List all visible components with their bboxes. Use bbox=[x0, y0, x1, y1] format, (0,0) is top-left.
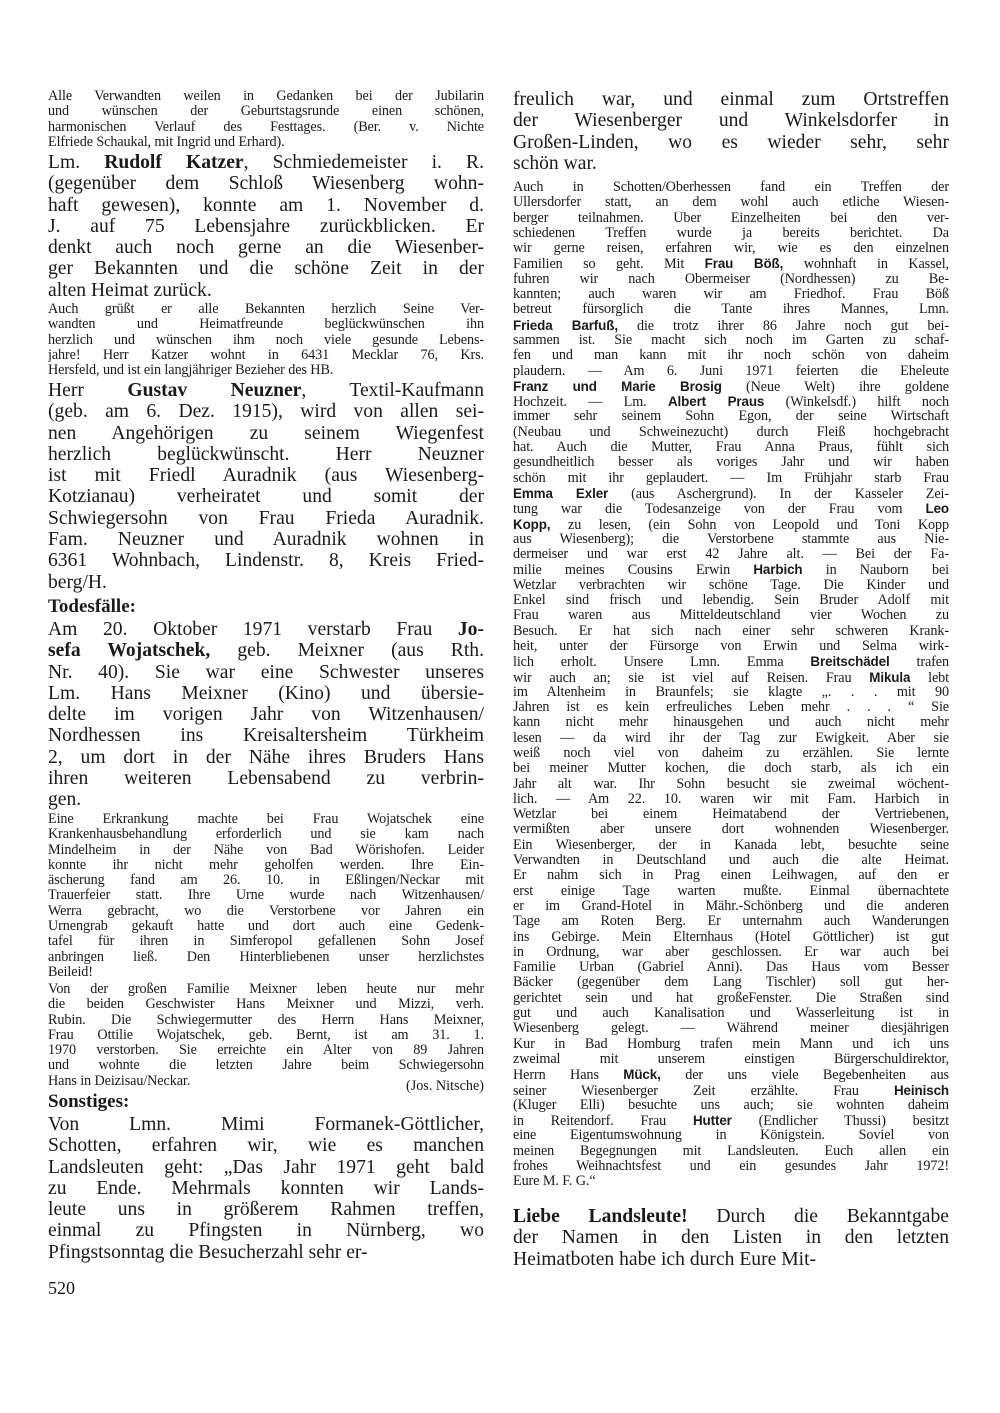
text-segment: wir auch an; sie ist viel auf Reisen. Frau bbox=[513, 669, 870, 685]
paragraph-josefa-wojatschek bbox=[48, 619, 484, 811]
text-line: ist mit Friedl Auradnik (aus Wiesenberg- bbox=[48, 465, 484, 487]
text-line: herzlich und wünschen ihm noch viele gesunde Lebens- bbox=[48, 332, 484, 348]
text-line: Pfingstsonntag die Besucherzahl sehr er- bbox=[48, 1241, 368, 1263]
page-number: 520 bbox=[48, 1278, 75, 1298]
text-line: haft gewesen), konnte am 1. November d. bbox=[48, 194, 484, 216]
text-segment: der uns viele Begebenheiten aus bbox=[660, 1067, 949, 1083]
paragraph-illness bbox=[48, 812, 484, 980]
text-line: er im Grand-Hotel in Mähr.-Schönberg und die anderen bbox=[513, 898, 949, 914]
text-line: Mindelheim in der Nähe von Bad Wörishofen. Leider bbox=[48, 842, 484, 858]
text-line: nen Angehörigen zu seinem Wiegenfest bbox=[48, 422, 484, 444]
bold-name: Leo bbox=[925, 501, 949, 517]
text-line: die beiden Geschwister Hans Meixner und Mizzi, verh. bbox=[48, 997, 484, 1013]
text-line: Familie Urban (Gabriel Anni). Das Haus vom Besser bbox=[513, 960, 949, 976]
text-line: schiedenen Treffen wurde ja bereits berichtet. Da bbox=[513, 225, 949, 241]
text-line: Großen-Linden, wo es wieder sehr, sehr bbox=[513, 131, 949, 153]
text-line: Rubin. Die Schwiegermutter des Herrn Hans Meixner, bbox=[48, 1012, 484, 1028]
text-segment: in Reitendorf. Frau bbox=[513, 1113, 693, 1129]
text-segment: (Endlicher Thussi) besitzt bbox=[731, 1113, 949, 1129]
text-line bbox=[48, 619, 484, 640]
text-line: Von der großen Familie Meixner leben heute nur mehr bbox=[48, 982, 484, 997]
text-line: gut und auch Kanalisation und Wasserleitung ist in bbox=[513, 1006, 949, 1022]
text-line: vermißten aber unsere dort wohnenden Wiesenberger. bbox=[513, 822, 949, 838]
text-line: wandten und Heimatfreunde beglückwünschen ihn bbox=[48, 317, 484, 333]
text-line: tafel für ihren in Simferopol gefallenen Sohn Josef bbox=[48, 934, 484, 950]
text-segment: lebt bbox=[910, 669, 949, 685]
text-line bbox=[513, 318, 949, 333]
author-signature: (Jos. Nitsche) bbox=[405, 1077, 484, 1094]
text-segment: (Neue Welt) ihre goldene bbox=[721, 378, 949, 395]
text-line: kann nicht mehr hinausgehen und auch nicht mehr bbox=[513, 715, 949, 731]
text-line: jahre! Herr Katzer wohnt in 6431 Mecklar 76, Krs. bbox=[48, 347, 484, 363]
text-line: fen und man kann mit ihr noch schön von daheim bbox=[513, 348, 949, 364]
text-line: Nr. 40). Sie war eine Schwester unseres bbox=[48, 661, 484, 683]
text-segment: Herr bbox=[48, 380, 128, 401]
text-segment: (aus Aschergrund). In der Kasseler Zei- bbox=[608, 485, 949, 502]
text-segment: Durch die Bekanntgabe bbox=[687, 1206, 949, 1227]
paragraph-letter-continued bbox=[513, 89, 949, 174]
text-line: Werra gebracht, wo die Verstorbene vor Jahren ein bbox=[48, 903, 484, 919]
text-line bbox=[513, 394, 949, 409]
bold-name: Liebe Landsleute! bbox=[513, 1206, 688, 1227]
text-line bbox=[513, 1113, 949, 1128]
text-line: harmonischen Verlauf des Festtages. (Ber. v. Nichte bbox=[48, 119, 484, 135]
text-line: 2, um dort in der Nähe ihres Bruders Hans bbox=[48, 746, 484, 768]
text-line: aus Wiesenberg); die Verstorbene stammte aus Nie- bbox=[513, 531, 949, 547]
paragraph-dear-countrymen bbox=[513, 1206, 949, 1270]
text-segment: trafen bbox=[889, 654, 949, 670]
text-segment: , Schmiedemeister i. R. bbox=[243, 152, 484, 173]
text-line: Heimatboten habe ich durch Eure Mit- bbox=[513, 1248, 817, 1270]
text-line: wir gerne reisen, erfahren wir, wie es den einzelnen bbox=[513, 241, 949, 257]
text-line: Lm. Hans Meixner (Kino) und übersie- bbox=[48, 682, 484, 704]
text-line: fuhren wir nach Obermeiser (Nordhessen) zu Be- bbox=[513, 271, 949, 287]
text-line: im Altenheim in Braunfels; sie klagte „. . . mit 90 bbox=[513, 684, 949, 700]
text-line: Kotzianau) verheiratet und somit der bbox=[48, 486, 484, 508]
text-segment: wohnhaft in Kassel, bbox=[783, 256, 949, 272]
bold-name: Breitschädel bbox=[810, 654, 890, 670]
text-line: erst einige Tage warten mußte. Einmal übernachtete bbox=[513, 883, 949, 899]
text-line: Urnengrab gekauft hatte und dort auch eine Gedenk- bbox=[48, 919, 484, 935]
text-line: kannten; auch waren wir am Friedhof. Frau Böß bbox=[513, 287, 949, 303]
text-line: gen. bbox=[48, 789, 82, 811]
bold-name: Rudolf Katzer bbox=[104, 152, 244, 173]
text-line: Auch grüßt er alle Bekannten herzlich Seine Ver- bbox=[48, 302, 484, 317]
text-line: Schwiegersohn von Frau Frieda Auradnik. bbox=[48, 507, 484, 529]
text-line: 6361 Wohnbach, Lindenstr. 8, Kreis Fried- bbox=[48, 550, 484, 572]
text-segment: die trotz ihrer 86 Jahre noch gut bei- bbox=[617, 317, 949, 333]
text-line: Auch in Schotten/Oberhessen fand ein Treffen der bbox=[513, 180, 949, 195]
text-line bbox=[48, 380, 484, 401]
text-line: berger teilnahmen. Über Einzelheiten bei den ver- bbox=[513, 210, 949, 226]
text-line: Frau waren aus Mitteldeutschland vier Wochen zu bbox=[513, 608, 949, 624]
text-line: delte im vorigen Jahr von Witzenhausen/ bbox=[48, 704, 484, 726]
text-segment: Hochzeit. — Lm. bbox=[513, 394, 668, 410]
text-line bbox=[513, 1206, 949, 1227]
text-line: Von Lmn. Mimi Formanek-Göttlicher, bbox=[48, 1114, 484, 1135]
text-line: und wohnte die letzten Jahre beim Schwiegersohn bbox=[48, 1058, 484, 1074]
paragraph-meixner-family bbox=[48, 982, 484, 1094]
text-line bbox=[513, 670, 949, 685]
text-line: konnte ihr nicht mehr geholfen werden. Ihre Ein- bbox=[48, 857, 484, 873]
text-line bbox=[513, 486, 949, 501]
text-segment: seiner Wiesenberger Zeit erzählte. Frau bbox=[513, 1082, 894, 1098]
text-line: Frau Ottilie Wojatschek, geb. Bernt, ist am 31. 1. bbox=[48, 1027, 484, 1043]
text-line: betreut fürsorglich die Tante ihres Mannes, Lmn. bbox=[513, 302, 949, 318]
text-segment: Herrn Hans bbox=[513, 1067, 624, 1083]
text-line: (Kluger Elli) besuchte uns auch; sie wohnten daheim bbox=[513, 1097, 949, 1113]
text-line: schön mit ihr geplaudert. — Im Frühjahr starb Frau bbox=[513, 470, 949, 486]
text-segment: lich erholt. Unsere Lmn. Emma bbox=[513, 654, 811, 670]
text-line: der Wiesenberger und Winkelsdorfer in bbox=[513, 110, 949, 132]
bold-name: Harbich bbox=[753, 562, 803, 578]
text-line: Hersfeld, und ist ein langjähriger Bezieher des HB. bbox=[48, 363, 334, 379]
text-line: anbringen ließ. Den Hinterbliebenen unser herzlichstes bbox=[48, 949, 484, 965]
text-line bbox=[48, 640, 484, 661]
text-line: Landsleuten geht: „Das Jahr 1971 geht bald bbox=[48, 1156, 484, 1178]
text-segment: , Textil-Kaufmann bbox=[301, 380, 484, 401]
text-line: lich. — Am 22. 10. waren wir mit Fam. Harbich in bbox=[513, 791, 949, 807]
text-line: frohes Weihnachtsfest und ein gesundes Jahr 1972! bbox=[513, 1159, 949, 1174]
text-line: zu Ende. Mehrmals konnten wir Lands- bbox=[48, 1177, 484, 1199]
section-heading-misc: Sonstiges: bbox=[48, 1091, 130, 1112]
text-line: meinen Begegnungen mit Landsleuten. Euch allen ein bbox=[513, 1143, 949, 1159]
text-line: hat. Auch die Mutter, Frau Anna Praus, fühlt sich bbox=[513, 440, 949, 456]
text-line: weiß noch viel von daheim zu erzählen. Sie lernte bbox=[513, 745, 949, 761]
text-line: Nordhessen ins Kreisaltersheim Türkheim bbox=[48, 725, 484, 747]
text-line bbox=[48, 152, 484, 173]
bold-name: Heinisch bbox=[893, 1082, 949, 1098]
text-line: Krankenhausbehandlung erforderlich und sie kam nach bbox=[48, 827, 484, 843]
bold-name: Jo- bbox=[457, 619, 484, 640]
text-segment: in Nauborn bei bbox=[802, 562, 949, 578]
text-line: Wiesenberg gelegt. — Während meiner diesjährigen bbox=[513, 1021, 949, 1037]
text-line: Ullersdorfer statt, an dem wohl auch etliche Wiesen- bbox=[513, 195, 949, 211]
text-line: immer sehr seinem Sohn Egon, der seine Wirtschaft bbox=[513, 409, 949, 425]
text-line: zweimal mit unserem einstigen Bürgerschuldirektor, bbox=[513, 1051, 949, 1067]
text-line: Eure M. F. G.“ bbox=[513, 1174, 596, 1190]
text-segment: tung war die Todesanzeige von der Frau vom bbox=[513, 501, 926, 517]
text-line: (geb. am 6. Dez. 1915), wird von allen sei- bbox=[48, 401, 484, 423]
bold-name: sefa Wojatschek, bbox=[48, 640, 211, 662]
bold-name: Frau Böß, bbox=[704, 256, 784, 272]
text-line bbox=[513, 517, 949, 532]
text-line: Fam. Neuzner und Auradnik wohnen in bbox=[48, 529, 484, 551]
text-segment: Am 20. Oktober 1971 verstarb Frau bbox=[48, 619, 458, 640]
text-line: eine Eigentumswohnung in Königstein. Soviel von bbox=[513, 1128, 949, 1144]
text-segment: Lm. bbox=[48, 152, 105, 173]
text-line: Trauerfeier statt. Ihre Urne wurde nach Witzenhausen/ bbox=[48, 888, 484, 904]
text-line: lesen — da wird ihr der Tag zur Ewigkeit. Aber sie bbox=[513, 730, 949, 746]
text-line: Verwandten in Deutschland und auch die alte Heimat. bbox=[513, 853, 949, 869]
text-line: gesundheitlich besser als voriges Jahr und wir haben bbox=[513, 455, 949, 471]
text-line: denkt auch noch gerne an die Wiesenber- bbox=[48, 237, 484, 259]
text-line: J. auf 75 Lebensjahre zurückblicken. Er bbox=[48, 215, 484, 237]
text-line: schön war. bbox=[513, 152, 597, 174]
text-line: gerichtet sein und hat großeFenster. Die Straßen sind bbox=[513, 990, 949, 1006]
paragraph-formanek-letter bbox=[48, 1114, 484, 1263]
text-line: ins Gebirge. Mein Elternhaus (Hotel Göttlicher) ist gut bbox=[513, 929, 949, 945]
text-line bbox=[513, 562, 949, 577]
bold-name: Gustav Neuzner bbox=[127, 380, 302, 401]
text-line: dermeiser und war erst 42 Jahre alt. — Bei der Fa- bbox=[513, 547, 949, 563]
text-line bbox=[513, 1083, 949, 1098]
text-line: Ein Wiesenberger, der in Kanada lebt, besuchte seine bbox=[513, 837, 949, 853]
paragraph-birthday-close bbox=[48, 89, 484, 150]
paragraph-gustav-neuzner bbox=[48, 380, 484, 593]
text-line: Eine Erkrankung machte bei Frau Wojatschek eine bbox=[48, 812, 484, 827]
text-line: berg/H. bbox=[48, 571, 107, 593]
text-line: Kur in Bad Homburg trafen mein Mann und ich uns bbox=[513, 1036, 949, 1052]
text-line: und wünschen der Geburtstagsrunde einen schönen, bbox=[48, 104, 484, 120]
text-line: (Neubau und Schweinezucht) durch Fleiß hochgebracht bbox=[513, 424, 949, 440]
text-segment: Familien so geht. Mit bbox=[513, 256, 705, 272]
text-line: Jahren ist es kein erfreuliches Leben mehr . . . “ Sie bbox=[513, 700, 949, 716]
text-line: herzlich beglückwünscht. Herr Neuzner bbox=[48, 443, 484, 465]
paragraph-katzer-greetings bbox=[48, 302, 484, 378]
text-line: Er nahm sich in Prag einen Leihwagen, auf den er bbox=[513, 868, 949, 884]
bold-name: Emma Exler bbox=[513, 485, 609, 501]
text-segment: milie meines Cousins Erwin bbox=[513, 562, 754, 578]
text-line: einmal zu Pfingsten in Nürnberg, wo bbox=[48, 1220, 484, 1242]
text-line: freulich war, und einmal zum Ortstreffen bbox=[513, 89, 949, 110]
text-line: Alle Verwandten weilen in Gedanken bei der Jubilarin bbox=[48, 89, 484, 104]
text-line: alten Heimat zurück. bbox=[48, 279, 212, 301]
bold-name: Hutter bbox=[692, 1113, 732, 1129]
bold-name: Albert Praus bbox=[667, 394, 765, 410]
text-line bbox=[513, 256, 949, 271]
bold-name: Mikula bbox=[869, 669, 911, 685]
text-line: plaudern. — Am 6. Juni 1971 feierten die Eheleute bbox=[513, 363, 949, 379]
text-line: Besuch. Er hat sich nach einer sehr schweren Krank- bbox=[513, 623, 949, 639]
text-line: Bäcker (gegenüber dem Lang Tischler) soll gut her- bbox=[513, 975, 949, 991]
text-line: leute uns in größerem Rahmen treffen, bbox=[48, 1199, 484, 1221]
text-line: ger Bekannten und die schöne Zeit in der bbox=[48, 258, 484, 280]
text-line: in Ordnung, war aber geschlossen. Er war auch bei bbox=[513, 944, 949, 960]
text-line: (gegenüber dem Schloß Wiesenberg wohn- bbox=[48, 173, 484, 195]
text-line: äscherung fand am 26. 10. in Eßlingen/Neckar mit bbox=[48, 873, 484, 889]
text-segment: zu lesen, (ein Sohn von Leopold und Toni Kopp bbox=[550, 516, 949, 532]
text-line bbox=[513, 501, 949, 516]
text-line: Wetzlar verbrachten wir schöne Tage. Die Kinder und bbox=[513, 577, 949, 593]
bold-name: Mück, bbox=[623, 1067, 661, 1083]
bold-name: Frieda Barfuß, bbox=[513, 317, 618, 333]
text-line: Tage am Roten Berg. Er unternahm auch Wanderungen bbox=[513, 914, 949, 930]
paragraph-letter-news bbox=[513, 180, 949, 1190]
text-line: sammen ist. Sie macht sich noch im Garten zu schaf- bbox=[513, 332, 949, 348]
text-line bbox=[513, 654, 949, 669]
text-line: 1970 verstorben. Sie erreichte ein Alter von 89 Jahren bbox=[48, 1043, 484, 1059]
text-segment: geb. Meixner (aus Rth. bbox=[210, 640, 484, 662]
text-line: Hans in Deizisau/Neckar. bbox=[48, 1073, 191, 1089]
bold-name: Kopp, bbox=[513, 516, 551, 532]
text-line: ihren weiteren Lebensabend zu verbrin- bbox=[48, 768, 484, 790]
text-line: der Namen in den Listen in den letzten bbox=[513, 1227, 949, 1249]
text-line: Beileid! bbox=[48, 964, 93, 980]
text-line bbox=[513, 1067, 949, 1082]
text-line: heit, unter der Fürsorge von Erwin und Selma wirk- bbox=[513, 638, 949, 654]
text-line: Wetzlar bei einem Heimatabend der Vertriebenen, bbox=[513, 807, 949, 823]
text-segment: (Winkelsdf.) hilft noch bbox=[764, 394, 949, 410]
text-line: Elfriede Schaukal, mit Ingrid und Erhard). bbox=[48, 134, 285, 150]
bold-name: Franz und Marie Brosig bbox=[513, 378, 722, 394]
section-heading-deaths: Todesfälle: bbox=[48, 596, 136, 617]
text-line: Schotten, erfahren wir, wie es manchen bbox=[48, 1135, 484, 1157]
text-line bbox=[513, 379, 949, 394]
paragraph-rudolf-katzer bbox=[48, 152, 484, 301]
text-line: bei meiner Mutter kochen, die doch starb, als ich ein bbox=[513, 761, 949, 777]
text-line: Jahr alt war. Ihr Sohn besucht sie zweimal wöchent- bbox=[513, 776, 949, 792]
text-line: Enkel sind frisch und lebendig. Sein Bruder Adolf mit bbox=[513, 593, 949, 609]
